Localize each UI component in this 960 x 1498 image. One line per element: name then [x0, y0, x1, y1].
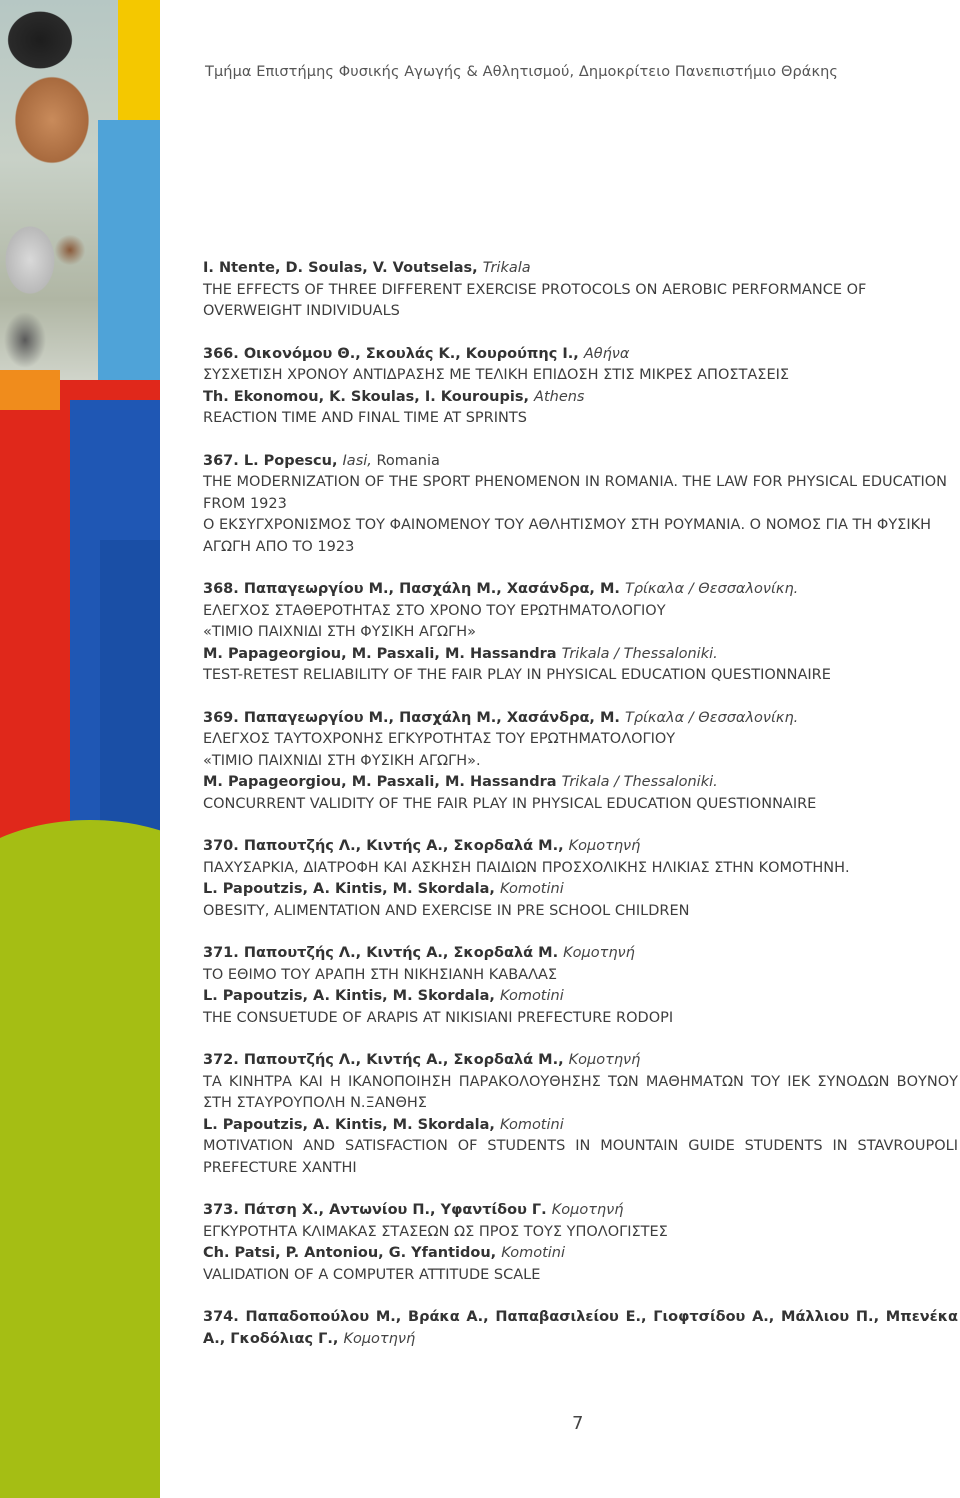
entry-place-en: Komotini [499, 1116, 564, 1133]
decorative-side-strip [0, 0, 160, 1498]
entry-authors: 367. L. Popescu, [203, 452, 343, 469]
entry-place-gr: Κομοτηνή [568, 838, 641, 854]
entry-authors-gr: 368. Παπαγεωργίου Μ., Πασχάλη Μ., Χασάνδρα, Μ. [203, 581, 625, 597]
entry-authors-en: M. Papageorgiou, M. Pasxali, M. Hassandra [203, 645, 562, 662]
entry-authors-gr: 370. Παπουτζής Λ., Κιντής Α., Σκορδαλά Μ., [203, 838, 569, 854]
entry-authors-en: Ch. Patsi, P. Antoniou, G. Yfantidou, [203, 1245, 502, 1261]
entry-authors-gr: 372. Παπουτζής Λ., Κιντής Α., Σκορδαλά Μ., [203, 1052, 569, 1068]
entry-title-en: VALIDATION OF A COMPUTER ATTITUDE SCALE [203, 1266, 541, 1283]
page-number: 7 [572, 1413, 584, 1434]
list-item [203, 1307, 958, 1350]
entry-title-en: REACTION TIME AND FINAL TIME AT SPRINTS [203, 410, 527, 426]
entry-place: Trikala [482, 260, 531, 276]
entry-authors-gr: 366. Οικονόμου Θ., Σκουλάς Κ., Κουρούπης Ι., [203, 345, 584, 362]
entry-title-gr-2: «ΤΙΜΙΟ ΠΑΙΧΝΙΔΙ ΣΤΗ ΦΥΣΙΚΗ ΑΓΩΓΗ». [203, 752, 481, 769]
entry-place-en: Komotini [499, 988, 564, 1004]
entry-title: THE EFFECTS OF THREE DIFFERENT EXERCISE PROTOCOLS ON AEROBIC PERFORMANCE OF OVERWEIGHT INDIVIDUALS [203, 281, 867, 319]
entry-place-gr: Κομοτηνή [563, 945, 635, 961]
entry-authors-en: M. Papageorgiou, M. Pasxali, M. Hassandra [203, 774, 562, 790]
entry-place-gr: Τρίκαλα / Θεσσαλονίκη. [624, 709, 799, 726]
entry-authors-en: L. Papoutzis, A. Kintis, M. Skordala, [203, 988, 500, 1004]
yellow-band [118, 0, 160, 120]
entry-place-en: Athens [534, 388, 585, 405]
entry-title-en: CONCURRENT VALIDITY OF THE FAIR PLAY IN PHYSICAL EDUCATION QUESTIONNAIRE [203, 795, 817, 812]
entry-authors-gr: 369. Παπαγεωργίου Μ., Πασχάλη Μ., Χασάνδρα, Μ. [203, 709, 625, 726]
entry-place-en: Trikala / Thessaloniki. [561, 645, 718, 662]
entry-place-en: Komotini [501, 1245, 566, 1261]
list-item [203, 579, 958, 687]
entry-authors-en: L. Papoutzis, A. Kintis, M. Skordala, [203, 1116, 500, 1133]
entry-title-gr-2: «ΤΙΜΙΟ ΠΑΙΧΝΙΔΙ ΣΤΗ ΦΥΣΙΚΗ ΑΓΩΓΗ» [203, 624, 476, 640]
entry-place-gr: Αθήνα [583, 345, 630, 362]
entry-place-gr: Κομοτηνή [568, 1052, 641, 1068]
list-item [203, 836, 958, 922]
entry-title-gr: ΤΑ ΚΙΝΗΤΡΑ ΚΑΙ Η ΙΚΑΝΟΠΟΙΗΣΗ ΠΑΡΑΚΟΛΟΥΘΗΣΗΣ ΤΩΝ ΜΑΘΗΜΑΤΩΝ ΤΟΥ ΙΕΚ ΣΥΝΟΔΩΝ ΒΟΥΝΟΥ ΣΤΗ ΣΤΑΥΡΟΥΠΟΛΗ Ν.ΞΑΝΘΗΣ [203, 1073, 958, 1111]
entry-authors: I. Ntente, D. Soulas, V. Voutselas, [203, 260, 483, 276]
list-item [203, 1050, 958, 1179]
entry-authors-gr: 373. Πάτση Χ., Αντωνίου Π., Υφαντίδου Γ. [203, 1202, 552, 1218]
orange-band [0, 370, 60, 410]
entry-authors-gr: 374. Παπαδοπούλου Μ., Βράκα Α., Παπαβασιλείου Ε., Γιοφτσίδου Α., Μάλλιου Π., Μπενέκα Α., Γκοδόλιας Γ., [203, 1309, 958, 1347]
entry-title-en: THE CONSUETUDE OF ARAPIS AT NIKISIANI PREFECTURE RODOPI [203, 1009, 674, 1026]
green-band [0, 900, 160, 1498]
entry-place-gr: Κομοτηνή [343, 1330, 416, 1347]
entry-title-en: OBESITY, ALIMENTATION AND EXERCISE IN PRE SCHOOL CHILDREN [203, 902, 690, 919]
entry-place-en: Trikala / Thessaloniki. [561, 774, 718, 790]
entry-title-gr: Ο ΕΚΣΥΓΧΡΟΝΙΣΜΟΣ ΤΟΥ ΦΑΙΝΟΜΕΝΟΥ ΤΟΥ ΑΘΛΗΤΙΣΜΟΥ ΣΤΗ ΡΟΥΜΑΝΙΑ. Ο ΝΟΜΟΣ ΓΙΑ ΤΗ ΦΥΣΙΚΗ ΑΓΩΓΗ ΑΠΟ ΤΟ 1923 [203, 517, 932, 555]
lightblue-band [98, 120, 160, 380]
entry-place-gr: Τρίκαλα / Θεσσαλονίκη. [624, 581, 799, 597]
page-header: Τμήμα Επιστήμης Φυσικής Αγωγής & Αθλητισμού, Δημοκρίτειο Πανεπιστήμιο Θράκης [205, 64, 838, 80]
abstract-list [203, 258, 958, 1371]
entry-title-gr: ΣΥΣΧΕΤΙΣΗ ΧΡΟΝΟΥ ΑΝΤΙΔΡΑΣΗΣ ΜΕ ΤΕΛΙΚΗ ΕΠΙΔΟΣΗ ΣΤΙΣ ΜΙΚΡΕΣ ΑΠΟΣΤΑΣΕΙΣ [203, 367, 790, 383]
list-item [203, 943, 958, 1029]
entry-title-gr: ΕΛΕΓΧΟΣ ΣΤΑΘΕΡΟΤΗΤΑΣ ΣΤΟ ΧΡΟΝΟ ΤΟΥ ΕΡΩΤΗΜΑΤΟΛΟΓΙΟΥ [203, 602, 666, 619]
entry-authors-gr: 371. Παπουτζής Λ., Κιντής Α., Σκορδαλά Μ. [203, 945, 564, 961]
entry-authors-en: L. Papoutzis, A. Kintis, M. Skordala, [203, 881, 500, 897]
entry-title-gr: ΠΑΧΥΣΑΡΚΙΑ, ΔΙΑΤΡΟΦΗ ΚΑΙ ΑΣΚΗΣΗ ΠΑΙΔΙΩΝ ΠΡΟΣΧΟΛΙΚΗΣ ΗΛΙΚΙΑΣ ΣΤΗΝ ΚΟΜΟΤΗΝΗ. [203, 859, 850, 876]
entry-title-gr: ΕΛΕΓΧΟΣ ΤΑΥΤΟΧΡΟΝΗΣ ΕΓΚΥΡΟΤΗΤΑΣ ΤΟΥ ΕΡΩΤΗΜΑΤΟΛΟΓΙΟΥ [203, 731, 676, 747]
entry-title-gr: ΤΟ ΕΘΙΜΟ ΤΟΥ ΑΡΑΠΗ ΣΤΗ ΝΙΚΗΣΙΑΝΗ ΚΑΒΑΛΑΣ [203, 966, 558, 983]
entry-title-en: THE MODERNIZATION OF THE SPORT PHENOMENON IN ROMANIA. THE LAW FOR PHYSICAL EDUCATION FROM 1923 [203, 474, 947, 512]
list-item [203, 708, 958, 816]
entry-place: Iasi, [342, 452, 372, 469]
entry-title-en: TEST-RETEST RELIABILITY OF THE FAIR PLAY IN PHYSICAL EDUCATION QUESTIONNAIRE [203, 667, 831, 683]
entry-place-en: Komotini [499, 881, 564, 897]
list-item [203, 258, 958, 323]
entry-place-gr: Κομοτηνή [551, 1202, 624, 1218]
entry-title-gr: ΕΓΚΥΡΟΤΗΤΑ ΚΛΙΜΑΚΑΣ ΣΤΑΣΕΩΝ ΩΣ ΠΡΟΣ ΤΟΥΣ ΥΠΟΛΟΓΙΣΤΕΣ [203, 1223, 668, 1240]
list-item [203, 1200, 958, 1286]
list-item [203, 344, 958, 430]
entry-country: Romania [371, 452, 440, 469]
entry-title-en: MOTIVATION AND SATISFACTION OF STUDENTS IN MOUNTAIN GUIDE STUDENTS IN STAVROUPOLI PREFECTURE XANTHI [203, 1138, 958, 1176]
entry-authors-en: Th. Ekonomou, K. Skoulas, I. Kouroupis, [203, 388, 535, 405]
list-item [203, 451, 958, 559]
